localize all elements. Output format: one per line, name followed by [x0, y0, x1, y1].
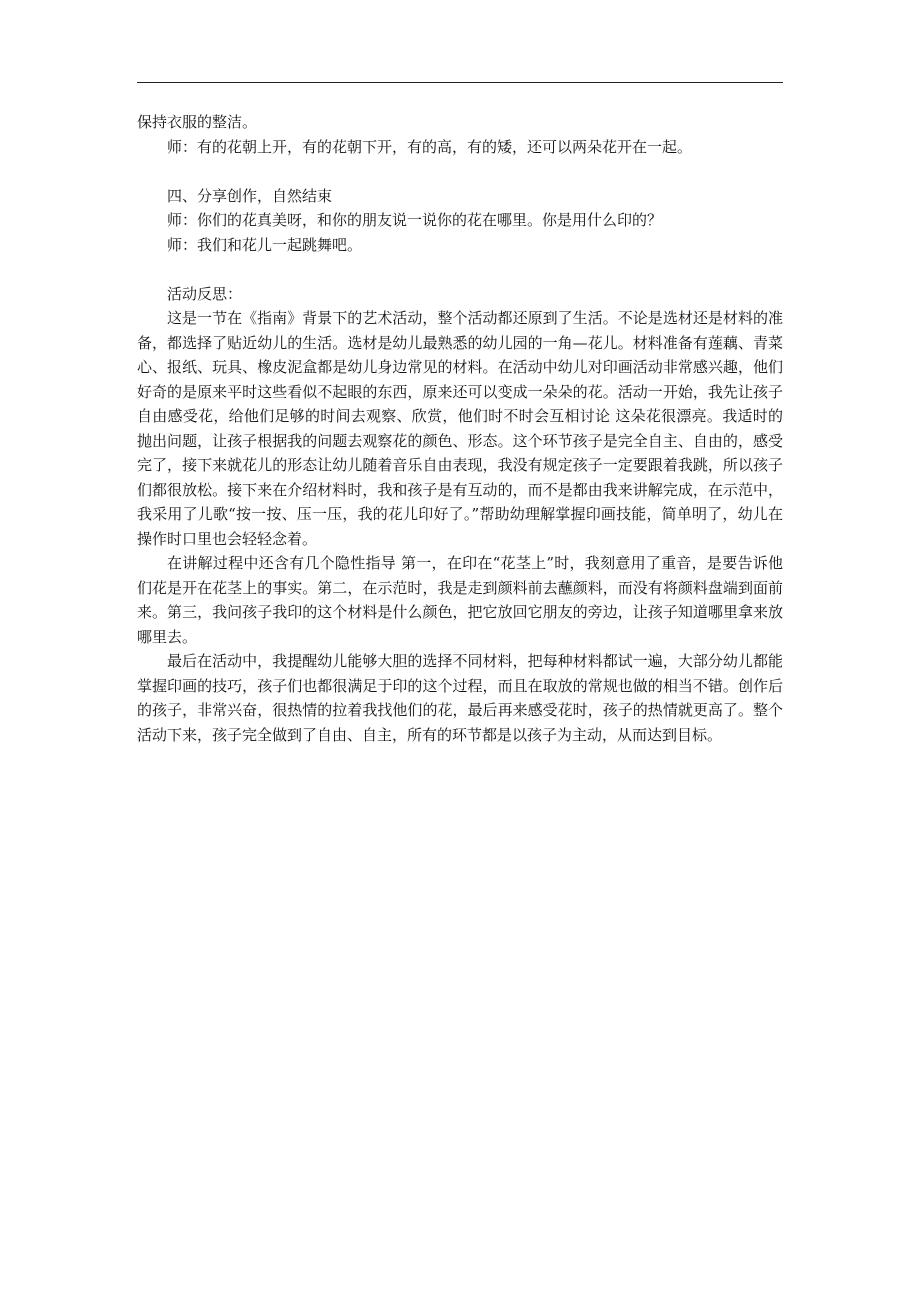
document-body: [137, 110, 783, 747]
reflection-paragraph: 最后在活动中，我提醒幼儿能够大胆的选择不同材料，把每种材料都试一遍，大部分幼儿都能掌握印画的技巧，孩子们也都很满足于印的这个过程，而且在取放的常规也做的相当不错。创作后的孩子，非常兴奋，很热情的拉着我找他们的花，最后再来感受花时，孩子的热情就更高了。整个活动下来，孩子完全做到了自由、自主，所有的环节都是以孩子为主动，从而达到目标。: [137, 652, 783, 744]
reflection-paragraph: 在讲解过程中还含有几个隐性指导 第一，在印在“花茎上”时，我刻意用了重音，是要告诉他们花是开在花茎上的事实。第二，在示范时，我是走到颜料前去蘸颜料，而没有将颜料盘端到面前来。第三，我问孩子我印的这个材料是什么颜色，把它放回它朋友的旁边，让孩子知道哪里拿来放哪里去。: [137, 554, 783, 646]
header-rule: [137, 82, 783, 83]
paragraph-teacher-line: 师：我们和花儿一起跳舞吧。: [167, 235, 363, 254]
section-heading: 四、分享创作，自然结束: [167, 186, 333, 205]
paragraph-teacher-line: 师：有的花朝上开，有的花朝下开，有的高，有的矮，还可以两朵花开在一起。: [167, 137, 693, 156]
paragraph-teacher-line: 师：你们的花真美呀，和你的朋友说一说你的花在哪里。你是用什么印的？: [167, 211, 663, 229]
paragraph-continuation: 保持衣服的整洁。: [137, 113, 258, 131]
reflection-heading: 活动反思：: [167, 284, 243, 303]
reflection-paragraph: 这是一节在《指南》背景下的艺术活动，整个活动都还原到了生活。不论是选材还是材料的准备，都选择了贴近幼儿的生活。选材是幼儿最熟悉的幼儿园的一角—花儿。材料准备有莲藕、青菜心、报纸、玩具、橡皮泥盒都是幼儿身边常见的材料。在活动中幼儿对印画活动非常感兴趣，他们好奇的是原来平时这些看似不起眼的东西，原来还可以变成一朵朵的花。活动一开始，我先让孩子自由感受花，给他们足够的时间去观察、欣赏，他们时不时会互相讨论 这朵花很漂亮。我适时的抛出问题，让孩子根据我的问题去观察花的颜色、形态。这个环节孩子是完全自主、自由的，感受完了，接下来就花儿的形态让幼儿随着音乐自由表现，我没有规定孩子一定要跟着我跳，所以孩子们都很放松。接下来在介绍材料时，我和孩子是有互动的，而不是都由我来讲解完成，在示范中，我采用了儿歌“按一按、压一压，我的花儿印好了。”帮助幼理解掌握印画技能，简单明了，幼儿在操作时口里也会轻轻念着。: [137, 309, 783, 548]
